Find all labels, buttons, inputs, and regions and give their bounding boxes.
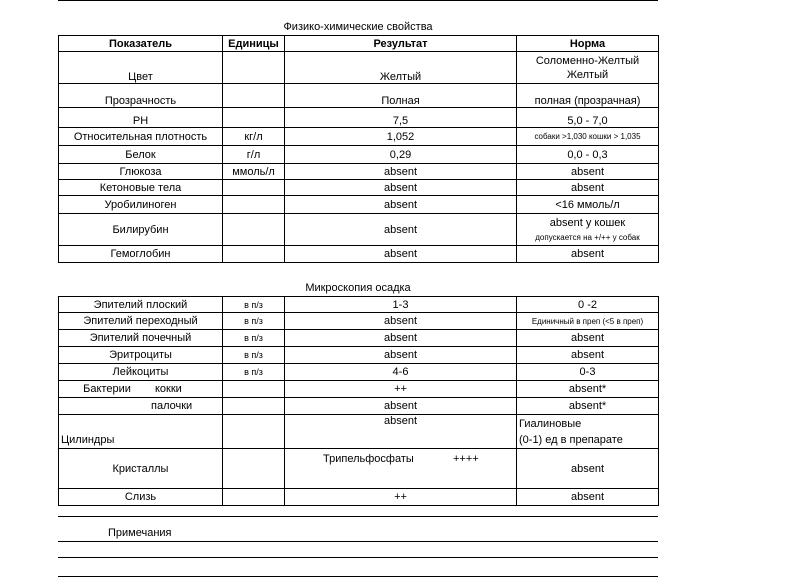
norm-line: absent у кошек	[549, 216, 626, 229]
row-unit: г/л	[223, 146, 285, 164]
header-norm: Норма	[517, 36, 659, 52]
table-row	[59, 330, 659, 347]
row-unit: в п/з	[223, 313, 285, 330]
row-norm: 0-3	[517, 364, 659, 381]
row-unit	[223, 381, 285, 398]
row-unit: в п/з	[223, 364, 285, 381]
row-name: Эпителий плоский	[59, 297, 223, 313]
header-result: Результат	[285, 36, 517, 52]
row-name: Относительная плотность	[59, 128, 223, 146]
row-result: absent	[285, 180, 517, 196]
row-name: Глюкоза	[59, 164, 223, 180]
row-result: absent	[285, 313, 517, 330]
row-name: Кетоновые тела	[59, 180, 223, 196]
row-result: absent	[285, 196, 517, 214]
row-result: absent	[285, 164, 517, 180]
norm-line: Соломенно-Желтый	[535, 54, 640, 67]
row-norm: absent	[517, 330, 659, 347]
row-norm: полная (прозрачная)	[517, 84, 659, 108]
table-row	[59, 84, 659, 108]
row-unit	[223, 196, 285, 214]
row-unit	[223, 108, 285, 128]
row-norm: absent	[517, 489, 659, 506]
table-row	[59, 196, 659, 214]
row-result: absent	[285, 415, 517, 449]
row-norm: 0,0 - 0,3	[517, 146, 659, 164]
row-name	[59, 398, 223, 415]
row-result: 1,052	[285, 128, 517, 146]
table-row	[59, 347, 659, 364]
rods-label: палочки	[151, 400, 193, 412]
row-norm: absent*	[517, 381, 659, 398]
row-norm: absent	[517, 180, 659, 196]
row-unit	[223, 84, 285, 108]
table-row	[59, 449, 659, 489]
table-row	[59, 398, 659, 415]
row-norm: Единичный в преп (<5 в преп)	[517, 313, 659, 330]
row-norm: 0 -2	[517, 297, 659, 313]
row-result: Полная	[285, 84, 517, 108]
header-units: Единицы	[223, 36, 285, 52]
header-indicator: Показатель	[59, 36, 223, 52]
row-unit: ммоль/л	[223, 164, 285, 180]
row-result: absent	[285, 330, 517, 347]
row-unit: в п/з	[223, 297, 285, 313]
row-unit: в п/з	[223, 347, 285, 364]
table-row	[59, 214, 659, 246]
top-rule	[58, 0, 658, 1]
table-row	[59, 180, 659, 196]
row-unit	[223, 214, 285, 246]
microscopy-table	[58, 296, 659, 506]
row-name: Билирубин	[59, 214, 223, 246]
row-result: absent	[285, 214, 517, 246]
table-header-row	[59, 36, 659, 52]
norm-line: Желтый	[566, 68, 609, 81]
crystals-result: Трипельфосфаты	[323, 453, 414, 465]
row-unit	[223, 52, 285, 84]
row-result: 4-6	[285, 364, 517, 381]
bacteria-label: Бактерии	[83, 383, 131, 395]
row-norm: absent*	[517, 398, 659, 415]
table-row	[59, 313, 659, 330]
row-norm: absent	[517, 449, 659, 489]
row-norm: absent	[517, 246, 659, 263]
table-row	[59, 128, 659, 146]
row-result: 1-3	[285, 297, 517, 313]
row-result: 7,5	[285, 108, 517, 128]
row-name: Лейкоциты	[59, 364, 223, 381]
row-norm: <16 ммоль/л	[517, 196, 659, 214]
row-unit: в п/з	[223, 330, 285, 347]
table-row	[59, 415, 659, 449]
table-row	[59, 164, 659, 180]
row-norm: 5,0 - 7,0	[517, 108, 659, 128]
row-result: 0,29	[285, 146, 517, 164]
row-norm: absent	[517, 347, 659, 364]
row-result: Желтый	[285, 52, 517, 84]
row-unit	[223, 449, 285, 489]
table-row	[59, 246, 659, 263]
rule-line	[58, 541, 658, 542]
table-row	[59, 297, 659, 313]
row-name: Прозрачность	[59, 84, 223, 108]
row-result: absent	[285, 398, 517, 415]
row-result: ++	[285, 489, 517, 506]
crystals-grade: ++++	[453, 453, 479, 465]
table-row	[59, 108, 659, 128]
row-unit	[223, 180, 285, 196]
physchem-table	[58, 35, 659, 263]
row-result: ++	[285, 381, 517, 398]
row-name: Эпителий почечный	[59, 330, 223, 347]
rule-line	[58, 576, 658, 577]
row-name: Белок	[59, 146, 223, 164]
row-norm: absent	[517, 164, 659, 180]
row-name: Слизь	[59, 489, 223, 506]
row-unit	[223, 489, 285, 506]
row-name: Уробилиноген	[59, 196, 223, 214]
notes-label: Примечания	[108, 527, 172, 539]
row-name: PH	[59, 108, 223, 128]
row-norm	[517, 52, 659, 84]
row-name: Эритроциты	[59, 347, 223, 364]
row-norm	[517, 214, 659, 246]
cocci-label: кокки	[155, 383, 182, 395]
table-row	[59, 489, 659, 506]
table-row	[59, 381, 659, 398]
table-row	[59, 146, 659, 164]
row-name: Гемоглобин	[59, 246, 223, 263]
row-result: absent	[285, 347, 517, 364]
norm-line: Гиалиновые	[519, 417, 582, 430]
row-result	[285, 449, 517, 489]
rule-line	[58, 516, 658, 517]
row-unit	[223, 415, 285, 449]
row-unit	[223, 398, 285, 415]
row-norm: собаки >1,030 кошки > 1,035	[517, 128, 659, 146]
table-row	[59, 364, 659, 381]
norm-line: допускается на +/++ у собак	[535, 232, 640, 242]
row-unit: кг/л	[223, 128, 285, 146]
row-name: Эпителий переходный	[59, 313, 223, 330]
norm-line: (0-1) ед в препарате	[519, 433, 623, 446]
row-norm	[517, 415, 659, 449]
rule-line	[58, 557, 658, 558]
row-name: Цилиндры	[59, 415, 223, 449]
table-row	[59, 52, 659, 84]
row-result: absent	[285, 246, 517, 263]
row-name	[59, 381, 223, 398]
section2-title: Микроскопия осадка	[305, 282, 411, 294]
row-name: Кристаллы	[59, 449, 223, 489]
section1-title: Физико-химические свойства	[283, 21, 433, 33]
row-name: Цвет	[59, 52, 223, 84]
row-unit	[223, 246, 285, 263]
